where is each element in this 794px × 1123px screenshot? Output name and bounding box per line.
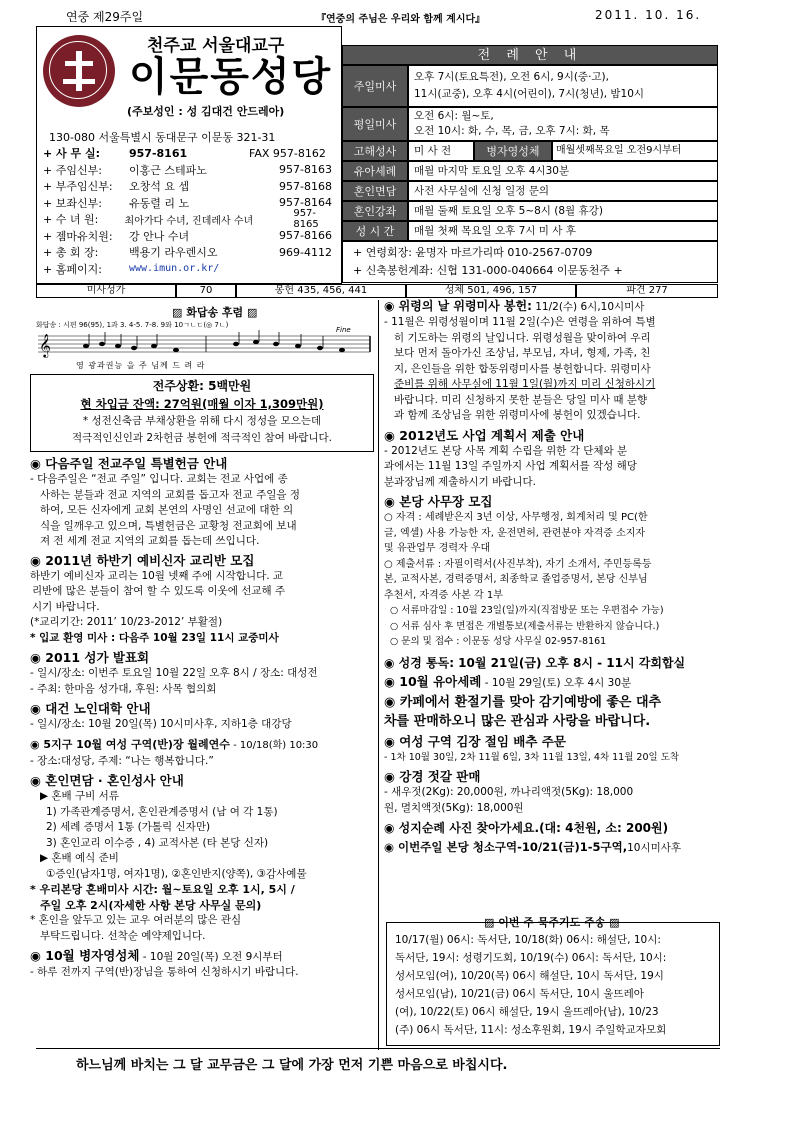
contact-list xyxy=(43,145,339,277)
psalm-fine: Fine xyxy=(336,326,351,334)
liturgy-row: 성 시 간 매월 첫째 목요일 오후 7시 미 사 후 xyxy=(342,221,718,241)
church-logo-icon xyxy=(43,35,115,107)
liturgy-row: 혼인면담 사전 사무실에 신청 일정 문의 xyxy=(342,181,718,201)
contact-row: + 수 녀 원: 최아가다 수녀, 진데레사 수녀 957-8165 xyxy=(43,208,319,231)
section-title: ◉ 혼인면담 · 혼인성사 안내 xyxy=(30,773,184,788)
cafe-notice: ◉ 카페에서 환절기를 맞아 감기예방에 좋은 대추 xyxy=(384,694,662,710)
section-title: ◉ 2012년도 사업 계획서 제출 안내 xyxy=(384,427,585,443)
psalm-reference: 화답송 : 시편 96(95), 1과 3. 4-5. 7-8. 9와 10ㄱㄴㄷ(◎ 7ㄴ) xyxy=(36,321,229,329)
church-name: 이문동성당 xyxy=(129,54,333,100)
liturgy-row: 주일미사 오후 7시(토요특전), 오전 6시, 9시(중·고), 11시(교중), 오후 4시(어린이), 7시(청년), 밤10시 xyxy=(342,65,718,107)
week-label: 연중 제29주일 xyxy=(66,10,144,24)
section-title: ◉ 2011년 하반기 예비신자 교리반 모집 xyxy=(30,552,255,568)
liturgy-row: 혼인강좌 매월 둘째 토요일 오후 5~8시 (8월 휴강) xyxy=(342,201,718,221)
homepage-link[interactable]: www.imun.or.kr/ xyxy=(129,263,220,275)
bulletin-date: 2011. 10. 16. xyxy=(595,8,702,22)
section-title: ◉ 대건 노인대학 안내 xyxy=(30,701,151,716)
hymn-bar: 미사성가 70 봉헌 435, 456, 441 성체 501, 496, 157 파견 277 xyxy=(36,284,718,298)
liturgy-row: 유아세례 매월 마지막 토요일 오후 4시30분 xyxy=(342,161,718,181)
header-motto: 『연중의 주님은 우리와 함께 계시다』 xyxy=(316,14,486,25)
section-title: ◉ 위령의 날 위령미사 봉헌: 11/2(수) 6시,10시미사 xyxy=(384,299,645,313)
section-title: ◉ 10월 병자영성체 - 10월 20일(목) 오전 9시부터 xyxy=(30,948,283,963)
debt-notice-box: 전주상환: 5백만원 현 차입금 잔액: 27억원(매월 이자 1,309만원) * 성전신축금 부채상환을 위해 다시 정성을 모으는데 적극적인신인과 2차헌금 봉헌에 적극적인 참여 바랍니다. xyxy=(30,374,374,452)
footer-message: 하느님께 바치는 그 달 교무금은 그 달에 가장 먼저 기쁜 마음으로 바칩시다. xyxy=(76,1058,508,1073)
section-title: ◉ 이번주일 본당 청소구역-10/21(금)1-5구역,10시미사후 xyxy=(384,840,682,854)
contact-row: + 젬마유치원: 강 안나 수녀 957-8166 xyxy=(43,229,332,243)
footer-rule xyxy=(36,1048,720,1049)
funeral-contact: + 연령회장: 윤명자 마르가리따 010-2567-0709 xyxy=(353,246,593,259)
debt-balance: 현 차입금 잔액: 27억원(매월 이자 1,309만원) xyxy=(80,397,324,411)
building-account: + 신축봉헌계좌: 신협 131-000-040664 이문동천주 + xyxy=(353,264,623,277)
section-title: ◉ 다음주일 전교주일 특별헌금 안내 xyxy=(30,456,228,471)
contact-row: + 주임신부: 이홍근 스테파노 957-8163 xyxy=(43,163,332,177)
liturgy-table xyxy=(342,65,718,283)
contact-row: + 홈페이지: www.imun.or.kr/ xyxy=(43,262,220,276)
section-title: ◉ 본당 사무장 모집 xyxy=(384,494,493,509)
section-title: ◉ 강경 젓갈 판매 xyxy=(384,769,481,784)
section-title: ◉ 성경 통독: 10월 21일(금) 오후 8시 - 11시 각회합실 xyxy=(384,655,686,670)
music-staff-icon xyxy=(36,330,372,358)
liturgy-contact-box xyxy=(342,241,718,283)
section-title: ◉ 2011 성가 발표회 xyxy=(30,650,150,665)
contact-row: + 보좌신부: 유동렬 리 노 957-8164 xyxy=(43,196,332,210)
psalm-score xyxy=(36,320,372,370)
section-title: ◉ 성지순례 사진 찾아가세요.(대: 4천원, 소: 200원) xyxy=(384,821,669,835)
prayer-title: ▨ 이번 주 묵주기도 주송 ▨ xyxy=(480,914,624,930)
church-info-box xyxy=(36,26,342,284)
psalm-title: ▨ 화답송 후렴 ▨ xyxy=(172,306,258,319)
diocese-name: 천주교 서울대교구 xyxy=(147,36,285,56)
debt-paid: 전주상환: 5백만원 xyxy=(152,379,252,393)
left-announcements: ◉ 다음주일 전교주일 특별헌금 안내 - 다음주일은 “전교 주일” 입니다. 교회는 전교 사업에 종 사하는 분들과 전교 지역의 교회를 돕고자 전교 주일을 정 하여, 모든 신자에게 교회 본연의 사명인 선교에 대한 의 식을 일깨우고 있으며, 특별헌금은 교황청 전교회에 보내 져 전 세계 전교 지역의 교회를 돕는데 쓰입니다. ◉ 2011년 하반기 예비신자 교리반 모집 하반기 예비신자 교리는 10월 넷째 주에 시작합니다. 교 리반에 많은 분들이 참여 할 수 있도록 이웃에 선교해 주 시기 바랍니다. (*교리기간: 2011’ 10/23-2012’ 부활절) * 입교 환영 미사 : 다음주 10월 23일 11시 교중미사 ◉ 2011 성가 발표회 - 일시/장소: 이번주 토요일 10월 22일 오후 8시 / 장소: 대성전 - 주최: 한마음 성가대, 후원: 사목 협의회 ◉ 대건 노인대학 안내 - 일시/장소: 10월 20일(목) 10시미사후, 지하1층 대강당 ◉ 5지구 10월 여성 구역(반)장 월례연수 - 10/18(화) 10:30 - 장소:대성당, 주제: “나는 행복합니다.” ◉ 혼인면담 · 혼인성사 안내 ▶ 혼배 구비 서류 1) 가족관계증명서, 혼인관계증명서 (남 여 각 1통) 2) 세례 증명서 1통 (가톨릭 신자만) 3) 혼인교리 이수증 , 4) 교적사본 (타 본당 신자) ▶ 혼배 예식 준비 ①증인(남자1명, 여자1명), ②혼인반지(양쪽), ③감사예물 * 우리본당 혼배미사 시간: 월~토요일 오후 1시, 5시 / 주일 오후 2시(자세한 사항 본당 사무실 문의) * 혼인을 앞두고 있는 교우 여러분의 많은 관심 부탁드립니다. 선착순 예약제입니다. ◉ 10월 병자영성체 - 10월 20일(목) 오전 9시부터 - 하루 전까지 구역(반)장님을 통하여 신청하시기 바랍니다. xyxy=(30,456,376,981)
section-title: ◉ 여성 구역 김장 절임 배추 주문 xyxy=(384,733,566,749)
rosary-prayer-box: 10/17(월) 06시: 독서단, 10/18(화) 06시: 해설단, 10시: 독서단, 19시: 성령기도회, 10/19(수) 06시: 독서단, 10시: 성서모임(여), 10/20(목) 06시 해설단, 10시 독서단, 19시 성서모임(남), 10/21(금) 06시 독서단, 10시 울뜨레아 (여), 10/22(토) 06시 해설단, 19시 울뜨레아(남), 10/23 (주) 06시 독서단, 11시: 성소후원회, 19시 주일학교자모회 xyxy=(386,922,720,1046)
church-address: 130-080 서울특별시 동대문구 이문동 321-31 xyxy=(49,131,276,144)
svg-text:𝄞: 𝄞 xyxy=(39,333,51,357)
section-title: ◉ 5지구 10월 여성 구역(반)장 월례연수 - 10/18(화) 10:30 xyxy=(30,737,319,751)
patron-saint: (주보성인 : 성 김대건 안드레아) xyxy=(127,105,285,118)
contact-row: + 사 무 실: 957-8161 FAX 957-8162 xyxy=(43,146,326,161)
contact-row: + 부주임신부: 오창석 요 셉 957-8168 xyxy=(43,179,332,194)
column-divider xyxy=(378,300,379,1050)
psalm-lyrics: 영 광과권능 을 주 님께 드 려 라 xyxy=(76,361,206,370)
liturgy-row: 평일미사 오전 6시: 월~토, 오전 10시: 화, 수, 목, 금, 오후 7시: 화, 목 xyxy=(342,107,718,141)
liturgy-title: 전 례 안 내 xyxy=(342,45,718,65)
right-announcements: ◉ 위령의 날 위령미사 봉헌: 11/2(수) 6시,10시미사 - 11월은 위령성월이며 11월 2일(수)은 연령을 위하여 특별 히 기도하는 위령의 날입니다. 위령성월을 맞이하여 우리 보다 먼저 돌아가신 조상님, 부모님, 자녀, 형제, 가족, 친 지, 은인들을 위한 합동위령미사를 봉헌합니다. 위령미사 준비를 위해 사무실에 11월 1일(월)까지 미리 신청하시기 바랍니다. 미리 신청하지 못한 분들은 당일 미사 때 분향 과 함께 조상님을 위한 위령미사에 봉헌이 있겠습니다. ◉ 2012년도 사업 계획서 제출 안내 - 2012년도 본당 사목 계획 수립을 위한 각 단체와 분 과에서는 11월 13일 주일까지 사업 계획서를 작성 해당 분과장님께 제출하시기 바랍니다. ◉ 본당 사무장 모집 ○ 자격 : 세례받은지 3년 이상, 사무행정, 회계처리 및 PC(한 글, 엑셀) 사용 가능한 자, 운전면허, 관련분야 자격증 소지자 및 유관업무 경력자 우대 ○ 제출서류 : 자필이력서(사진부착), 자기 소개서, 주민등록등 본, 교적사본, 경력증명서, 최종학교 졸업증명서, 본당 신부님 추천서, 자격증 사본 각 1부 ○ 서류마감일 : 10월 23일(일)까지(직접방문 또는 우편접수 가능) ○ 서류 심사 후 면접은 개별통보(제출서류는 반환하지 않습니다.) ○ 문의 및 접수 : 이문동 성당 사무실 02-957-8161 ◉ 성경 통독: 10월 21일(금) 오후 8시 - 11시 각회합실 ◉ 10월 유아세례 - 10월 29일(토) 오후 4시 30분 ◉ 카페에서 환절기를 맞아 감기예방에 좋은 대추 차를 판매하오니 많은 관심과 사랑을 바랍니다. ◉ 여성 구역 김장 절임 배추 주문 - 1차 10월 30일, 2차 11월 6일, 3차 11월 13일, 4차 11월 20일 도착 ◉ 강경 젓갈 판매 - 새우젓(2Kg): 20,000원, 까나리액젓(5Kg): 18,000 원, 멸치액젓(5Kg): 18,000원 ◉ 성지순례 사진 찾아가세요.(대: 4천원, 소: 200원) ◉ 이번주일 본당 청소구역-10/21(금)1-5구역,10시미사후 xyxy=(384,298,720,856)
contact-row: + 총 회 장: 백용기 라우렌시오 969-4112 xyxy=(43,245,332,260)
section-title: ◉ 10월 유아세례 - 10월 29일(토) 오후 4시 30분 xyxy=(384,673,632,689)
liturgy-row: 고해성사 미 사 전 병자영성체 매월셋째목요일 오전9시부터 xyxy=(342,141,718,161)
